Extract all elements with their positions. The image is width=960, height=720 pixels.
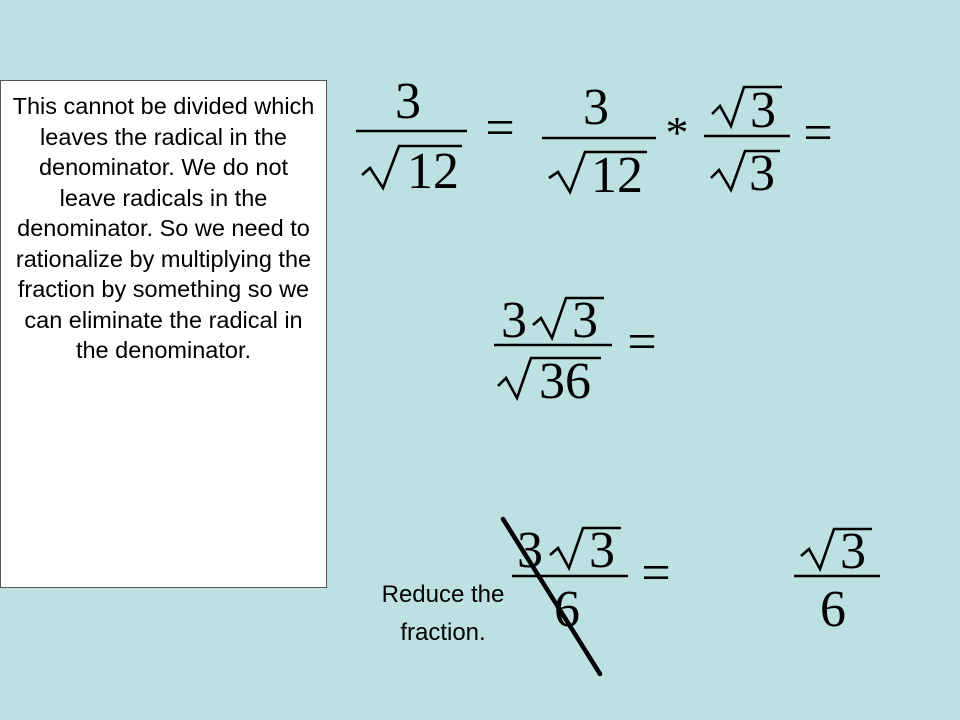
radicand: 3 — [750, 82, 776, 139]
numerator: 3 — [395, 73, 421, 130]
radicand: 12 — [591, 147, 643, 204]
numerator-coefficient: 3 — [501, 292, 527, 349]
denominator: 6 — [820, 581, 846, 638]
denominator: 6 — [554, 581, 580, 638]
cancel-strike-line — [503, 519, 600, 674]
multiply-sign: * — [665, 107, 689, 158]
radicand: 3 — [749, 145, 775, 202]
radicand: 3 — [840, 523, 866, 580]
equals-sign: = — [627, 314, 657, 371]
radicand: 36 — [539, 353, 591, 410]
radicand: 3 — [589, 522, 615, 579]
equals-sign: = — [641, 545, 671, 602]
numerator-coefficient: 3 — [517, 522, 543, 579]
reduce-fraction-text: Reduce the fraction. — [381, 581, 505, 646]
explanation-text: This cannot be divided which leaves the radical in the denominator. We do not leave radicals in the denominator. So we need to rationalize by multiplying the fraction by something so we can eliminate the radical in the denominator. — [12, 93, 315, 363]
equals-sign: = — [803, 105, 833, 162]
radicand: 3 — [572, 292, 598, 349]
numerator: 3 — [583, 79, 609, 136]
equals-sign: = — [485, 100, 515, 157]
radicand: 12 — [407, 143, 459, 200]
